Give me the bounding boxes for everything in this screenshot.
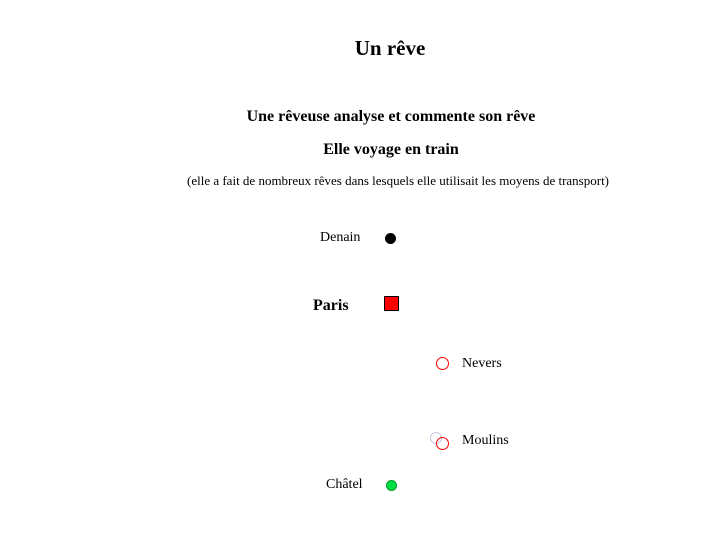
station-marker-nevers [436,357,449,370]
station-marker-chatel [386,480,397,491]
station-label-paris: Paris [313,297,349,314]
station-label-moulins: Moulins [462,433,509,448]
station-marker-denain [385,233,396,244]
subtitle-analysis: Une rêveuse analyse et commente son rêve [246,108,536,125]
note-text: (elle a fait de nombreux rêves dans lesquels elle utilisait les moyens de transport) [186,173,610,188]
page-title: Un rêve [354,36,426,60]
subtitle-train: Elle voyage en train [323,141,459,158]
station-marker-paris [384,296,399,311]
station-marker-moulins [436,437,449,450]
station-label-chatel: Châtel [326,477,363,492]
station-label-nevers: Nevers [462,356,502,371]
station-label-denain: Denain [320,230,361,245]
